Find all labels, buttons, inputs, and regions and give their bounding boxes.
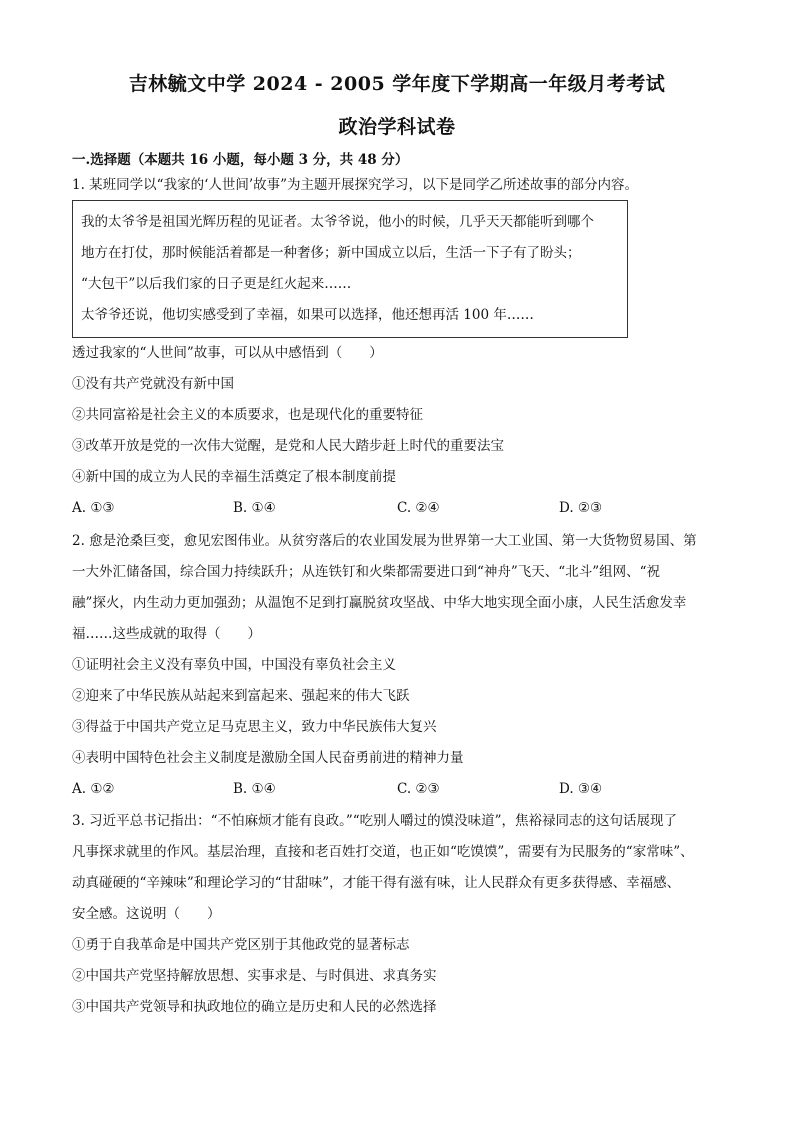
exam-subtitle: 政治学科试卷: [338, 116, 456, 138]
q2-choice-c: C. ②③: [397, 781, 440, 797]
q2-option: ②迎来了中华民族从站起来到富起来、强起来的伟大飞跃: [72, 688, 410, 704]
q1-choice-c: C. ②④: [397, 500, 440, 516]
exam-title: 吉林毓文中学 2024 - 2005 学年度下学期高一年级月考考试: [128, 73, 666, 95]
q1-option: ④新中国的成立为人民的幸福生活奠定了根本制度前提: [72, 469, 396, 485]
q2-stem-line: 2. 愈是沧桑巨变，愈见宏图伟业。从贫穷落后的农业国发展为世界第一大工业国、第一大货物贸易国、第: [72, 533, 697, 549]
q3-stem-line: 3. 习近平总书记指出：“不怕麻烦才能有良政。”“吃别人嚼过的馍没味道”，焦裕禄同志的这句话展现了: [72, 813, 678, 829]
q1-box-line: 地方在打仗，那时候能活着都是一种奢侈；新中国成立以后，生活一下子有了盼头；: [81, 245, 581, 261]
q3-option: ①勇于自我革命是中国共产党区别于其他政党的显著标志: [72, 937, 410, 953]
q2-option: ③得益于中国共产党立足马克思主义，致力中华民族伟大复兴: [72, 719, 437, 735]
q2-stem-line: 一大外汇储备国，综合国力持续跃升；从连铁钉和火柴都需要进口到“神舟”飞天、“北斗”组网、“祝: [72, 564, 661, 580]
q2-choice-a: A. ①②: [72, 781, 115, 797]
q1-box-line: 我的太爷爷是祖国光辉历程的见证者。太爷爷说，他小的时候，几乎天天都能听到哪个: [81, 214, 594, 230]
q2-option: ④表明中国特色社会主义制度是激励全国人民奋勇前进的精神力量: [72, 750, 464, 766]
q1-stem: 1. 某班同学以“我家的‘人世间’故事”为主题开展探究学习，以下是同学乙所述故事的部分内容。: [72, 177, 639, 193]
q1-choice-b: B. ①④: [233, 500, 276, 516]
section-heading: 一.选择题（本题共 16 小题，每小题 3 分，共 48 分）: [72, 152, 409, 168]
q3-stem-line: 动真碰硬的“辛辣味”和理论学习的“甘甜味”，才能干得有滋有味，让人民群众有更多获得感、幸福感、: [72, 875, 681, 891]
q3-stem-line: 安全感。这说明（ ）: [72, 906, 221, 922]
q2-stem-line: 福……这些成就的取得（ ）: [72, 626, 261, 642]
q2-stem-line: 融”探火，内生动力更加强劲；从温饱不足到打赢脱贫攻坚战、中华大地实现全面小康，人民生活愈发幸: [72, 595, 687, 611]
q1-box-line: 太爷爷还说，他切实感受到了幸福，如果可以选择，他还想再活 100 年……: [81, 307, 534, 323]
q1-option: ③改革开放是党的一次伟大觉醒，是党和人民大踏步赶上时代的重要法宝: [72, 438, 504, 454]
q1-box-line: “大包干”以后我们家的日子更是红火起来……: [81, 276, 352, 292]
q1-choice-a: A. ①③: [72, 500, 115, 516]
q2-choice-b: B. ①④: [233, 781, 276, 797]
q1-option: ②共同富裕是社会主义的本质要求，也是现代化的重要特征: [72, 407, 423, 423]
q3-option: ②中国共产党坚持解放思想、实事求是、与时俱进、求真务实: [72, 968, 437, 984]
q2-option: ①证明社会主义没有辜负中国，中国没有辜负社会主义: [72, 657, 396, 673]
q3-stem-line: 凡事探求就里的作风。基层治理，直接和老百姓打交道，也正如“吃馍馍”，需要有为民服务的“家常味”、: [72, 844, 694, 860]
q3-option: ③中国共产党领导和执政地位的确立是历史和人民的必然选择: [72, 999, 437, 1015]
q1-ask: 透过我家的“人世间”故事，可以从中感悟到（ ）: [72, 345, 383, 361]
q1-option: ①没有共产党就没有新中国: [72, 376, 234, 392]
q2-choice-d: D. ③④: [559, 781, 603, 797]
q1-story-box: [72, 200, 628, 338]
q1-choice-d: D. ②③: [559, 500, 603, 516]
